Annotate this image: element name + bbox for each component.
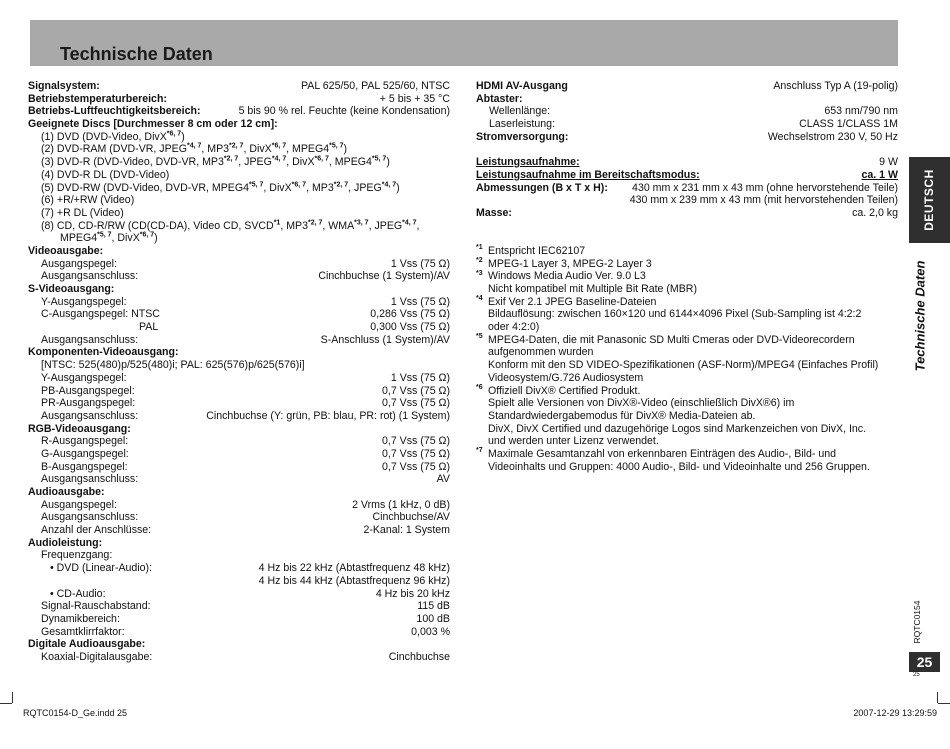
spec-row xyxy=(28,575,450,588)
section-heading xyxy=(28,638,450,651)
spec-row xyxy=(28,80,450,93)
disc-item xyxy=(28,131,450,144)
footnote: $^{*3}$ Windows Media Audio Ver. 9.0 L3 xyxy=(476,269,646,283)
spec-row xyxy=(28,410,450,423)
spec-row xyxy=(28,588,450,601)
page-title: Technische Daten xyxy=(60,44,213,64)
spec-value: S-Anschluss (1 System)/AV xyxy=(320,333,450,346)
spec-value: 0,7 Vss (75 Ω) xyxy=(382,447,450,460)
spec-value: 4 Hz bis 22 kHz (Abtastfrequenz 48 kHz) xyxy=(258,562,450,575)
spec-value: 0,7 Vss (75 Ω) xyxy=(382,460,450,473)
spec-label: PAL xyxy=(139,321,159,334)
spec-label: Wellenlänge: xyxy=(489,105,551,118)
spec-row xyxy=(476,131,898,144)
spec-value: 5 bis 90 % rel. Feuchte (keine Kondensation) xyxy=(238,105,450,118)
spec-row xyxy=(476,156,898,169)
disc-item xyxy=(28,169,450,182)
section-heading: Digitale Audioausgabe: xyxy=(28,638,146,651)
spec-value: Cinchbuchse (1 System)/AV xyxy=(318,270,450,283)
footnote-text: Videosystem/G.726 Audiosystem xyxy=(488,371,644,384)
disc-item-text: (4) DVD-R DL (DVD-Video) xyxy=(41,168,170,181)
footnote: $^{*2}$ MPEG-1 Layer 3, MPEG-2 Layer 3 xyxy=(476,257,652,270)
spec-label: Anzahl der Anschlüsse: xyxy=(41,524,152,537)
spec-value: AV xyxy=(436,473,450,486)
footnote-text: Exif Ver 2.1 JPEG Baseline-Dateien xyxy=(488,295,657,308)
spec-note: [NTSC: 525(480)p/525(480)i; PAL: 625(576)p/625(576)i] xyxy=(41,359,305,372)
crop-mark xyxy=(0,703,12,704)
disc-item xyxy=(28,232,450,245)
disc-item-text: (1) DVD (DVD-Video, DivX$^{*6, 7}$) xyxy=(41,130,185,143)
footnote-text: Nicht kompatibel mit Multiple Bit Rate (MBR) xyxy=(488,283,697,295)
spec-row xyxy=(28,499,450,512)
spec-label: PR-Ausgangspegel: xyxy=(41,397,136,410)
page-number: 25 xyxy=(909,652,940,672)
spec-label: G-Ausgangspegel: xyxy=(41,447,129,460)
spec-row xyxy=(28,308,450,321)
footnote xyxy=(476,423,898,436)
spec-row xyxy=(28,334,450,347)
spec-row xyxy=(28,321,450,334)
spec-row xyxy=(28,524,450,537)
spec-value: PAL 625/50, PAL 525/60, NTSC xyxy=(301,80,450,92)
section-heading xyxy=(28,346,450,359)
footnote: $^{*1}$ Entspricht IEC62107 xyxy=(476,244,586,257)
spec-row xyxy=(476,105,898,118)
spec-row xyxy=(28,105,450,118)
spec-value: 1 Vss (75 Ω) xyxy=(390,257,450,270)
spec-label: Stromversorgung: xyxy=(476,130,569,143)
section-heading xyxy=(28,245,450,258)
spec-label: Ausgangsanschluss: xyxy=(41,511,139,524)
language-tab-label: DEUTSCH xyxy=(922,169,936,231)
spec-row xyxy=(28,93,450,106)
section-side-title: Technische Daten xyxy=(912,260,928,372)
spec-value: Cinchbuchse (Y: grün, PB: blau, PR: rot) (1 System) xyxy=(206,409,450,422)
footnote xyxy=(476,435,898,448)
footnote-text: Spielt alle Versionen von DivX®-Video (einschließlich DivX®6) im xyxy=(488,397,795,410)
footnote xyxy=(476,372,898,385)
footnote-text: Offiziell DivX® Certified Produkt. xyxy=(488,384,641,397)
page-number-small: 25 xyxy=(913,672,920,678)
spec-value: 0,286 Vss (75 Ω) xyxy=(370,308,450,321)
footnote-text: aufgenommen wurden xyxy=(488,346,594,359)
footnote-text: oder 4:2:0) xyxy=(488,321,540,334)
spec-row xyxy=(28,600,450,613)
spec-value: 0,7 Vss (75 Ω) xyxy=(382,384,450,397)
section-heading xyxy=(476,93,898,106)
spec-row xyxy=(28,461,450,474)
spec-label: Masse: xyxy=(476,206,512,219)
section-heading: S-Videoausgang: xyxy=(28,283,115,295)
spec-value: Wechselstrom 230 V, 50 Hz xyxy=(767,130,898,143)
section-heading: RGB-Videoausgang: xyxy=(28,422,131,435)
footnote xyxy=(476,359,898,372)
right-column xyxy=(476,80,898,473)
crop-mark xyxy=(12,692,13,703)
spec-row xyxy=(28,549,450,562)
footnote xyxy=(476,461,898,474)
spec-row xyxy=(28,511,450,524)
spec-label: C-Ausgangspegel: NTSC xyxy=(41,308,160,321)
disc-item-text: (6) +R/+RW (Video) xyxy=(41,194,135,207)
spec-value: CLASS 1/CLASS 1M xyxy=(799,118,898,131)
spec-value: 430 mm x 239 mm x 43 mm (mit hervorstehenden Teilen) xyxy=(629,194,898,207)
spec-label: Laserleistung: xyxy=(489,118,555,131)
spec-label: • DVD (Linear-Audio): xyxy=(50,562,153,575)
spec-value: 2 Vrms (1 kHz, 0 dB) xyxy=(352,498,450,511)
disc-item-text: (2) DVD-RAM (DVD-VR, JPEG$^{*4, 7}$, MP3$^{*2, 7}$, DivX$^{*6, 7}$, MPEG4$^{*5, 7}$) xyxy=(41,142,348,156)
disc-item xyxy=(28,156,450,169)
spec-label: Ausgangspegel: xyxy=(41,498,117,511)
disc-item xyxy=(28,220,450,233)
spec-value: Cinchbuchse/AV xyxy=(372,511,450,524)
footnote-text: MPEG-1 Layer 3, MPEG-2 Layer 3 xyxy=(488,257,652,270)
spec-value: Cinchbuchse xyxy=(388,650,450,663)
spec-label: Ausgangsanschluss: xyxy=(41,409,139,422)
spec-row xyxy=(476,194,898,207)
spec-label: Ausgangsanschluss: xyxy=(41,473,139,486)
spec-label: R-Ausgangspegel: xyxy=(41,435,129,448)
spec-label: Koaxial-Digitalausgabe: xyxy=(41,650,153,663)
disc-item-text: (8) CD, CD-R/RW (CD(CD-DA), Video CD, SVCD$^{*1}$, MP3$^{*2, 7}$, WMA$^{*3, 7}$, JPEG$^{*4, 7}$, xyxy=(41,219,420,232)
spec-row xyxy=(476,118,898,131)
spec-row xyxy=(28,270,450,283)
spec-row xyxy=(28,613,450,626)
spec-label: Ausgangspegel: xyxy=(41,257,117,270)
section-heading: Audioleistung: xyxy=(28,536,103,549)
spec-row xyxy=(28,359,450,372)
spec-label: Ausgangsanschluss: xyxy=(41,333,139,346)
spec-label: Y-Ausgangspegel: xyxy=(41,371,127,384)
spec-row xyxy=(28,372,450,385)
footnote: $^{*6}$ Offiziell DivX® Certified Produkt. xyxy=(476,383,641,397)
section-heading: Abtaster: xyxy=(476,92,523,105)
footnote-text: Standardwiedergabemodus für DivX® Media-Dateien ab. xyxy=(488,409,756,422)
spec-row xyxy=(28,651,450,664)
spec-row xyxy=(28,385,450,398)
spec-label: Leistungsaufnahme im Bereitschaftsmodus: xyxy=(476,168,700,181)
footer-datetime: 2007-12-29 13:29:59 xyxy=(853,708,937,718)
spec-label: Betriebs-Luftfeuchtigkeitsbereich: xyxy=(28,105,201,118)
spec-label: Signalsystem: xyxy=(28,80,100,92)
footnote xyxy=(476,283,898,296)
footnote-text: Maximale Gesamtanzahl von erkennbaren Einträgen des Audio-, Bild- und xyxy=(488,447,837,460)
footnote xyxy=(476,321,898,334)
spec-value: 9 W xyxy=(879,156,898,169)
spec-value: Anschluss Typ A (19-polig) xyxy=(773,80,898,92)
section-heading: Komponenten-Videoausgang: xyxy=(28,346,179,359)
disc-item-text: (3) DVD-R (DVD-Video, DVD-VR, MP3$^{*2, 7}$, JPEG$^{*4, 7}$, DivX$^{*6, 7}$, MPEG4$^{*5, 7}$) xyxy=(41,155,390,169)
section-heading xyxy=(28,118,450,131)
spec-label: Frequenzgang: xyxy=(41,549,113,562)
spec-value: 1 Vss (75 Ω) xyxy=(390,295,450,308)
disc-item-text: (7) +R DL (Video) xyxy=(41,206,124,219)
spec-value: 0,003 % xyxy=(411,625,450,638)
section-heading: Videoausgabe: xyxy=(28,244,104,257)
spec-row xyxy=(476,182,898,195)
footnote-text: MPEG4-Daten, die mit Panasonic SD Multi Cmeras oder DVD-Videorecordern xyxy=(488,333,855,346)
spec-value: 0,300 Vss (75 Ω) xyxy=(370,321,450,334)
left-column xyxy=(28,80,450,664)
spec-row xyxy=(28,435,450,448)
section-heading xyxy=(28,283,450,296)
footnote-text: und werden unter Lizenz verwendet. xyxy=(488,435,659,448)
spec-value: 100 dB xyxy=(416,612,450,625)
spec-row xyxy=(28,258,450,271)
disc-item-text: (5) DVD-RW (DVD-Video, DVD-VR, MPEG4$^{*5, 7}$, DivX$^{*6, 7}$, MP3$^{*2, 7}$, JPEG$^{*4, 7}$) xyxy=(41,180,400,194)
spec-value: 4 Hz bis 20 kHz xyxy=(375,587,450,600)
spec-value: ca. 1 W xyxy=(861,168,898,181)
spec-row xyxy=(476,169,898,182)
footer-filename: RQTC0154-D_Ge.indd 25 xyxy=(23,708,128,718)
footnote-text: DivX, DivX Certified und dazugehörige Logos sind Markenzeichen von DivX, Inc. xyxy=(488,422,867,435)
spec-value: 1 Vss (75 Ω) xyxy=(390,371,450,384)
spec-value: 0,7 Vss (75 Ω) xyxy=(382,435,450,448)
footnote-text: Entspricht IEC62107 xyxy=(488,244,586,257)
spec-label: B-Ausgangspegel: xyxy=(41,460,128,473)
footnote: $^{*7}$ Maximale Gesamtanzahl von erkennbaren Einträgen des Audio-, Bild- und xyxy=(476,447,837,460)
spec-label: Y-Ausgangspegel: xyxy=(41,295,127,308)
spec-row xyxy=(28,296,450,309)
footnote-text: Konform mit den SD VIDEO-Spezifikationen (ASF-Norm)/MPEG4 (Einfaches Profil) xyxy=(488,359,879,372)
spec-value: 2-Kanal: 1 System xyxy=(363,524,450,537)
disc-item-text: MPEG4$^{*5, 7}$, DivX$^{*6, 7}$) xyxy=(60,231,158,245)
spec-value: ca. 2,0 kg xyxy=(852,206,898,219)
spec-value: 430 mm x 231 mm x 43 mm (ohne hervorstehende Teile) xyxy=(632,181,898,194)
footnote-text: Windows Media Audio Ver. 9.0 L3 xyxy=(488,270,646,283)
disc-item xyxy=(28,182,450,195)
spec-row xyxy=(28,626,450,639)
section-heading: Audioausgabe: xyxy=(28,486,105,498)
footnote xyxy=(476,346,898,359)
footnote xyxy=(476,308,898,321)
spec-value: + 5 bis + 35 °C xyxy=(379,92,450,105)
section-heading xyxy=(28,486,450,499)
spec-value: 0,7 Vss (75 Ω) xyxy=(382,397,450,410)
footnote: $^{*4}$ Exif Ver 2.1 JPEG Baseline-Dateien xyxy=(476,295,657,308)
doc-code: RQTC0154 xyxy=(912,600,922,644)
section-heading: Geeignete Discs [Durchmesser 8 cm oder 12 cm]: xyxy=(28,118,278,131)
spec-label: Gesamtklirrfaktor: xyxy=(41,625,125,638)
spec-row xyxy=(476,207,898,220)
spec-value: 4 Hz bis 44 kHz (Abtastfrequenz 96 kHz) xyxy=(258,574,450,587)
footnote xyxy=(476,397,898,410)
crop-mark xyxy=(937,692,938,703)
spec-row xyxy=(28,562,450,575)
footnote-text: Bildauflösung: zwischen 160×120 und 6144×4096 Pixel (Sub-Sampling ist 4:2:2 xyxy=(488,308,862,321)
footnote-text: Videoinhalts und Gruppen: 4000 Audio-, Bild- und Videoinhalte und 256 Gruppen. xyxy=(488,460,870,473)
spec-label: • CD-Audio: xyxy=(50,587,106,600)
spec-label: Ausgangsanschluss: xyxy=(41,270,139,283)
disc-item xyxy=(28,207,450,220)
spec-value: 653 nm/790 nm xyxy=(824,105,898,118)
spec-label: Abmessungen (B x T x H): xyxy=(476,181,608,194)
spec-label: Betriebstemperaturbereich: xyxy=(28,92,167,105)
spec-row xyxy=(28,473,450,486)
spec-row xyxy=(476,80,898,93)
footnote xyxy=(476,410,898,423)
spec-label: Leistungsaufnahme: xyxy=(476,156,580,169)
spec-label: PB-Ausgangspegel: xyxy=(41,384,135,397)
spec-label: HDMI AV-Ausgang xyxy=(476,80,568,92)
spec-row xyxy=(28,448,450,461)
spec-label: Dynamikbereich: xyxy=(41,612,120,625)
disc-item xyxy=(28,143,450,156)
footnote: $^{*5}$ MPEG4-Daten, die mit Panasonic SD Multi Cmeras oder DVD-Videorecordern xyxy=(476,333,855,346)
spec-label: Signal-Rauschabstand: xyxy=(41,600,151,613)
crop-mark xyxy=(938,703,950,704)
section-heading xyxy=(28,537,450,550)
spec-value: 115 dB xyxy=(417,600,450,613)
spec-row xyxy=(28,397,450,410)
disc-item xyxy=(28,194,450,207)
section-heading xyxy=(28,423,450,436)
